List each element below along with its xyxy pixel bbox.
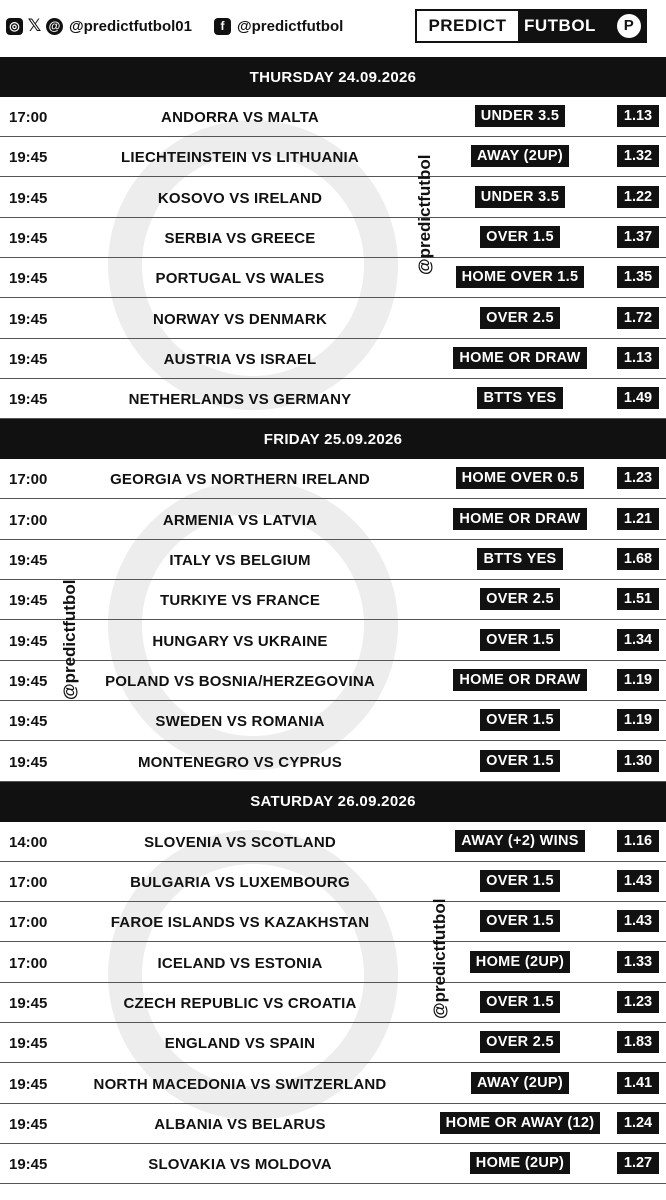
prediction-cell: [430, 1072, 610, 1094]
match-row: [0, 1104, 666, 1144]
odds-badge: 1.13: [617, 105, 659, 127]
odds-badge: 1.37: [617, 226, 659, 248]
fixture-name: NORWAY VS DENMARK: [153, 310, 327, 328]
fixture-name: HUNGARY VS UKRAINE: [152, 632, 328, 650]
prediction-cell: [430, 870, 610, 892]
fixture-name: NETHERLANDS VS GERMANY: [128, 391, 352, 409]
prediction-badge: OVER 1.5: [480, 709, 560, 731]
logo-word-futbol: [518, 11, 645, 41]
day-header: FRIDAY 25.09.2026: [0, 419, 666, 459]
prediction-cell: [430, 1112, 610, 1134]
match-row: [0, 943, 666, 983]
prediction-badge: OVER 1.5: [480, 629, 560, 651]
brand-logo: [415, 9, 647, 43]
fixture-name: ANDORRA VS MALTA: [161, 109, 319, 126]
prediction-cell: [430, 951, 610, 973]
prediction-cell: [430, 588, 610, 610]
match-row: [0, 299, 666, 339]
top-bar: [0, 0, 666, 56]
kickoff-time: 19:45: [9, 189, 48, 207]
odds-badge: 1.23: [617, 467, 659, 489]
prediction-badge: BTTS YES: [477, 387, 562, 409]
kickoff-time: 17:00: [9, 511, 48, 529]
odds-badge: 1.83: [617, 1031, 659, 1053]
odds-badge: 1.16: [617, 830, 659, 852]
prediction-badge: OVER 2.5: [480, 1031, 560, 1053]
kickoff-time: 19:45: [9, 149, 48, 167]
fixture-name: AUSTRIA VS ISRAEL: [163, 350, 317, 368]
odds-badge: 1.41: [617, 1072, 659, 1094]
match-row: [0, 137, 666, 177]
watermark-handle-2: @predictfutbol: [60, 579, 79, 700]
prediction-cell: [430, 226, 610, 248]
prediction-badge: HOME OVER 1.5: [456, 266, 585, 288]
prediction-cell: [430, 467, 610, 489]
prediction-badge: UNDER 3.5: [475, 105, 565, 127]
x-icon[interactable]: 𝕏: [27, 16, 42, 36]
kickoff-time: 19:45: [9, 270, 48, 288]
odds-badge: 1.32: [617, 145, 659, 167]
logo-word-predict: PREDICT: [417, 11, 518, 41]
kickoff-time: 19:45: [9, 350, 48, 368]
odds-badge: 1.27: [617, 1152, 659, 1174]
prediction-badge: OVER 2.5: [480, 588, 560, 610]
prediction-cell: [430, 669, 610, 691]
logo-mark-icon: P: [617, 14, 641, 38]
prediction-badge: BTTS YES: [477, 548, 562, 570]
odds-badge: 1.24: [617, 1112, 659, 1134]
instagram-icon[interactable]: ◎: [6, 18, 23, 35]
prediction-cell: [430, 1031, 610, 1053]
fixture-name: ENGLAND VS SPAIN: [164, 1035, 316, 1053]
prediction-cell: [430, 508, 610, 530]
fixture-name: LIECHTEINSTEIN VS LITHUANIA: [121, 149, 359, 167]
match-row: [0, 621, 666, 661]
prediction-cell: [430, 830, 610, 852]
fixture-name: POLAND VS BOSNIA/HERZEGOVINA: [105, 672, 375, 690]
prediction-badge: OVER 1.5: [480, 226, 560, 248]
prediction-badge: OVER 1.5: [480, 910, 560, 932]
match-row: [0, 1144, 666, 1184]
kickoff-time: 17:00: [9, 954, 48, 972]
match-row: [0, 1023, 666, 1063]
match-row: [0, 983, 666, 1023]
kickoff-time: 19:45: [9, 310, 48, 328]
fixture-name: GEORGIA VS NORTHERN IRELAND: [110, 471, 370, 489]
kickoff-time: 19:45: [9, 552, 48, 569]
prediction-cell: [430, 750, 610, 772]
match-row: [0, 822, 666, 862]
kickoff-time: 14:00: [9, 833, 48, 851]
prediction-badge: UNDER 3.5: [475, 186, 565, 208]
social-handles-left: [6, 18, 192, 35]
prediction-badge: AWAY (+2) WINS: [455, 830, 584, 852]
match-row: [0, 218, 666, 258]
fixture-name: SERBIA VS GREECE: [164, 229, 316, 247]
prediction-badge: HOME OR DRAW: [453, 669, 586, 691]
fixture-name: CZECH REPUBLIC VS CROATIA: [123, 995, 357, 1012]
kickoff-time: 19:45: [9, 1115, 48, 1133]
odds-badge: 1.23: [617, 991, 659, 1013]
prediction-cell: [430, 910, 610, 932]
odds-badge: 1.72: [617, 307, 659, 329]
fixture-name: ALBANIA VS BELARUS: [154, 1115, 326, 1133]
odds-badge: 1.13: [617, 347, 659, 369]
match-row: [0, 701, 666, 741]
fixture-name: FAROE ISLANDS VS KAZAKHSTAN: [110, 914, 370, 932]
kickoff-time: 19:45: [9, 713, 48, 731]
match-row: [0, 580, 666, 620]
fixture-name: ARMENIA VS LATVIA: [162, 511, 318, 529]
kickoff-time: 19:45: [9, 1075, 48, 1093]
prediction-cell: [430, 266, 610, 288]
odds-badge: 1.43: [617, 910, 659, 932]
kickoff-time: 17:00: [9, 471, 48, 489]
match-row: [0, 742, 666, 782]
fixture-name: NORTH MACEDONIA VS SWITZERLAND: [93, 1075, 387, 1093]
watermark-handle-1: @predictfutbol: [415, 154, 434, 275]
match-row: [0, 862, 666, 902]
prediction-badge: HOME (2UP): [470, 951, 570, 973]
fixture-name: ICELAND VS ESTONIA: [157, 954, 323, 972]
social-handle-right[interactable]: @predictfutbol: [237, 18, 344, 35]
prediction-badge: HOME OVER 0.5: [456, 467, 585, 489]
match-row: [0, 459, 666, 499]
fixture-name: MONTENEGRO VS CYPRUS: [137, 753, 343, 771]
kickoff-time: 19:45: [9, 632, 48, 650]
prediction-cell: [430, 629, 610, 651]
odds-badge: 1.34: [617, 629, 659, 651]
prediction-cell: [430, 105, 610, 127]
kickoff-time: 19:45: [9, 1035, 48, 1053]
prediction-badge: AWAY (2UP): [471, 145, 569, 167]
prediction-badge: HOME OR AWAY (12): [440, 1112, 601, 1134]
match-row: [0, 178, 666, 218]
odds-badge: 1.19: [617, 709, 659, 731]
prediction-badge: OVER 2.5: [480, 307, 560, 329]
odds-badge: 1.43: [617, 870, 659, 892]
prediction-badge: OVER 1.5: [480, 750, 560, 772]
prediction-cell: [430, 307, 610, 329]
fixture-name: SLOVAKIA VS MOLDOVA: [148, 1156, 332, 1174]
prediction-badge: OVER 1.5: [480, 991, 560, 1013]
fixture-name: PORTUGAL VS WALES: [155, 270, 325, 288]
prediction-badge: HOME OR DRAW: [453, 347, 586, 369]
facebook-icon[interactable]: f: [214, 18, 231, 35]
fixture-name: TURKIYE VS FRANCE: [159, 592, 321, 610]
prediction-cell: [430, 548, 610, 570]
match-row: [0, 902, 666, 942]
prediction-badge: AWAY (2UP): [471, 1072, 569, 1094]
threads-icon[interactable]: @: [46, 18, 63, 35]
fixture-name: SWEDEN VS ROMANIA: [155, 713, 325, 731]
match-row: [0, 661, 666, 701]
prediction-badge: OVER 1.5: [480, 870, 560, 892]
kickoff-time: 19:45: [9, 229, 48, 247]
kickoff-time: 19:45: [9, 753, 48, 771]
social-handles-right: [214, 18, 343, 35]
match-row: [0, 540, 666, 580]
match-row: [0, 97, 666, 137]
watermark-handle-3: @predictfutbol: [430, 898, 449, 1019]
fixture-name: BULGARIA VS LUXEMBOURG: [130, 874, 350, 892]
prediction-cell: [430, 991, 610, 1013]
fixture-name: ITALY VS BELGIUM: [169, 552, 311, 569]
prediction-badge: HOME (2UP): [470, 1152, 570, 1174]
odds-badge: 1.33: [617, 951, 659, 973]
prediction-cell: [430, 709, 610, 731]
kickoff-time: 17:00: [9, 874, 48, 892]
odds-badge: 1.49: [617, 387, 659, 409]
prediction-cell: [430, 186, 610, 208]
day-header: SATURDAY 26.09.2026: [0, 782, 666, 822]
kickoff-time: 17:00: [9, 109, 48, 126]
match-row: [0, 500, 666, 540]
prediction-cell: [430, 145, 610, 167]
logo-word-futbol-text: FUTBOL: [524, 16, 596, 35]
match-row: [0, 379, 666, 419]
prediction-cell: [430, 1152, 610, 1174]
kickoff-time: 19:45: [9, 391, 48, 409]
kickoff-time: 19:45: [9, 1156, 48, 1174]
prediction-cell: [430, 387, 610, 409]
kickoff-time: 19:45: [9, 672, 48, 690]
odds-badge: 1.19: [617, 669, 659, 691]
social-handle-left[interactable]: @predictfutbol01: [69, 18, 192, 35]
match-row: [0, 258, 666, 298]
odds-badge: 1.68: [617, 548, 659, 570]
fixture-name: KOSOVO VS IRELAND: [157, 189, 323, 207]
odds-badge: 1.21: [617, 508, 659, 530]
prediction-badge: HOME OR DRAW: [453, 508, 586, 530]
kickoff-time: 19:45: [9, 995, 48, 1012]
kickoff-time: 19:45: [9, 592, 48, 610]
prediction-cell: [430, 347, 610, 369]
match-row: [0, 339, 666, 379]
day-header: THURSDAY 24.09.2026: [0, 57, 666, 97]
odds-badge: 1.35: [617, 266, 659, 288]
odds-badge: 1.22: [617, 186, 659, 208]
match-row: [0, 1064, 666, 1104]
odds-badge: 1.51: [617, 588, 659, 610]
kickoff-time: 17:00: [9, 914, 48, 932]
odds-badge: 1.30: [617, 750, 659, 772]
fixture-name: SLOVENIA VS SCOTLAND: [144, 833, 336, 851]
